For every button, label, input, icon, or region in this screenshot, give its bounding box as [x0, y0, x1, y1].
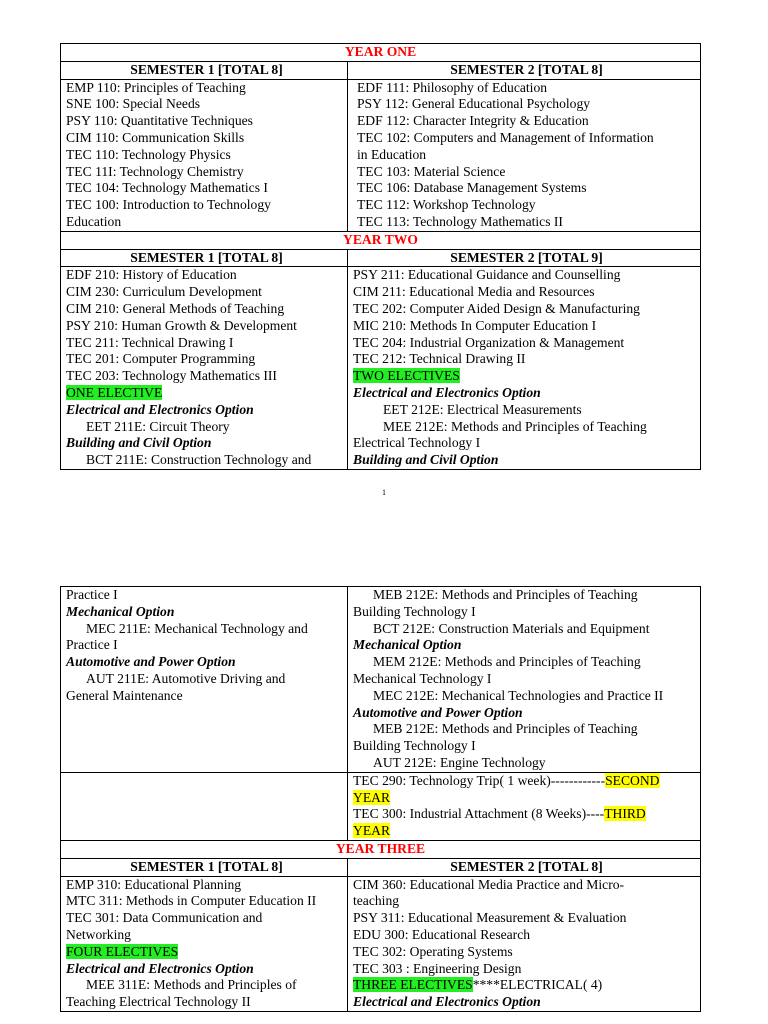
course-line: PSY 311: Educational Measurement & Evaluation — [353, 910, 627, 926]
year-two-semester-headers — [61, 249, 701, 267]
y2-semester-2-heading: SEMESTER 2 [TOTAL 9] — [450, 249, 603, 265]
course-line: TEC 110: Technology Physics — [66, 146, 231, 162]
course-line: TEC 211: Technical Drawing I — [66, 334, 234, 350]
y3-semester-1-heading: SEMESTER 1 [TOTAL 8] — [130, 858, 283, 874]
course-line — [353, 977, 700, 994]
course-line: SNE 100: Special Needs — [66, 96, 201, 112]
elective-badge: TWO ELECTIVES — [353, 368, 460, 384]
elective-badge: ONE ELECTIVE — [66, 384, 163, 400]
course-line: TEC 112: Workshop Technology — [357, 197, 536, 213]
course-line: Practice I — [66, 637, 118, 653]
y3-semester-1-courses — [61, 876, 348, 1011]
course-line: Networking — [66, 926, 131, 942]
option-heading: Electrical and Electronics Option — [353, 384, 541, 400]
y1-semester-1-heading: SEMESTER 1 [TOTAL 8] — [130, 61, 283, 77]
option-heading: Building and Civil Option — [66, 435, 212, 451]
course-line: Mechanical Technology I — [353, 670, 492, 686]
year-one-semester-headers — [61, 61, 701, 79]
trip-text: TEC 290: Technology Trip( 1 week)------------ — [353, 772, 606, 788]
course-line: TEC 100: Introduction to Technology — [66, 197, 271, 213]
course-line: PSY 110: Quantitative Techniques — [66, 113, 253, 129]
year-three-semester-headers — [61, 858, 701, 876]
course-line — [353, 806, 700, 823]
y2-semester-2-courses — [348, 267, 701, 470]
course-line: CIM 210: General Methods of Teaching — [66, 300, 285, 316]
course-line: General Maintenance — [66, 687, 183, 703]
elective-badge: FOUR ELECTIVES — [66, 943, 179, 959]
course-line: EET 212E: Electrical Measurements — [383, 401, 582, 417]
course-line: MEE 212E: Methods and Principles of Teaching — [383, 418, 647, 434]
course-line: AUT 211E: Automotive Driving and — [86, 670, 286, 686]
attachment-year-highlight: YEAR — [353, 823, 391, 839]
y1-semester-2-courses — [348, 79, 701, 231]
course-line: EDU 300: Educational Research — [353, 926, 531, 942]
course-line: MIC 210: Methods In Computer Education I — [353, 317, 597, 333]
course-line: TEC 106: Database Management Systems — [357, 180, 587, 196]
trip-year-highlight: SECOND — [605, 772, 660, 788]
course-line: TEC 102: Computers and Management of Information — [357, 129, 654, 145]
year-one-row — [61, 44, 701, 62]
attachment-text: TEC 300: Industrial Attachment (8 Weeks)---- — [353, 806, 605, 822]
course-line: TEC 204: Industrial Organization & Management — [353, 334, 625, 350]
y1-semester-2-heading: SEMESTER 2 [TOTAL 8] — [450, 61, 603, 77]
course-line: MEC 211E: Mechanical Technology and — [86, 620, 308, 636]
elective-tail: ****ELECTRICAL( 4) — [472, 977, 603, 993]
course-line: MEB 212E: Methods and Principles of Teaching — [373, 587, 638, 602]
course-line: CIM 211: Educational Media and Resources — [353, 284, 595, 300]
option-heading: Electrical and Electronics Option — [66, 401, 254, 417]
course-line: TEC 113: Technology Mathematics II — [357, 213, 563, 229]
course-line: TEC 103: Material Science — [357, 163, 506, 179]
option-heading: Building and Civil Option — [353, 452, 499, 468]
option-heading: Electrical and Electronics Option — [66, 960, 254, 976]
y2-semester-1-courses — [61, 267, 348, 470]
course-line: EDF 111: Philosophy of Education — [357, 79, 548, 95]
course-line: Practice I — [66, 587, 118, 602]
curriculum-table-page-2 — [60, 586, 701, 1012]
course-line: EMP 110: Principles of Teaching — [66, 79, 246, 95]
course-line: BCT 211E: Construction Technology and — [86, 452, 312, 468]
y3-semester-2-courses — [348, 876, 701, 1011]
option-heading: Electrical and Electronics Option — [353, 994, 541, 1010]
year-two-row — [61, 231, 701, 249]
option-heading: Automotive and Power Option — [353, 704, 523, 720]
course-line: TEC 104: Technology Mathematics I — [66, 180, 268, 196]
year-one-courses — [61, 79, 701, 231]
course-line: MEM 212E: Methods and Principles of Teaching — [373, 654, 641, 670]
left-continued-electives — [61, 587, 348, 773]
y2-semester-1-heading: SEMESTER 1 [TOTAL 8] — [130, 249, 283, 265]
course-line: TEC 301: Data Communication and — [66, 910, 263, 926]
course-line: Education — [66, 213, 122, 229]
course-line: MTC 311: Methods in Computer Education II — [66, 893, 317, 909]
course-line: MEC 212E: Mechanical Technologies and Practice II — [373, 687, 664, 703]
year-three-heading: YEAR THREE — [335, 840, 426, 856]
year-three-row — [61, 840, 701, 858]
year-one-heading: YEAR ONE — [344, 44, 417, 59]
course-line: TEC 202: Computer Aided Design & Manufacturing — [353, 300, 640, 316]
course-line: teaching — [353, 893, 400, 909]
option-heading: Mechanical Option — [66, 603, 175, 619]
trip-year-highlight: YEAR — [353, 789, 391, 805]
option-heading: Automotive and Power Option — [66, 654, 236, 670]
course-line: BCT 212E: Construction Materials and Equipment — [373, 620, 650, 636]
right-continued-electives — [348, 587, 701, 773]
course-line: TEC 303 : Engineering Design — [353, 960, 522, 976]
course-line: EMP 310: Educational Planning — [66, 876, 242, 892]
year-three-courses — [61, 876, 701, 1011]
course-line: EDF 112: Character Integrity & Education — [357, 113, 589, 129]
y1-semester-1-courses — [61, 79, 348, 231]
course-line: Building Technology I — [353, 603, 476, 619]
course-line: TEC 212: Technical Drawing II — [353, 351, 526, 367]
year-two-heading: YEAR TWO — [343, 231, 418, 247]
y3-semester-2-heading: SEMESTER 2 [TOTAL 8] — [450, 858, 603, 874]
page-number: 1 — [382, 488, 386, 497]
trip-attachment-cell — [348, 772, 701, 840]
course-line: AUT 212E: Engine Technology — [373, 754, 546, 770]
course-line: MEE 311E: Methods and Principles of — [86, 977, 297, 993]
option-heading: Mechanical Option — [353, 637, 462, 653]
year-two-courses — [61, 267, 701, 470]
elective-badge: THREE ELECTIVES — [353, 977, 473, 993]
course-line: TEC 201: Computer Programming — [66, 351, 256, 367]
course-line: in Education — [357, 146, 427, 162]
course-line: PSY 112: General Educational Psychology — [357, 96, 591, 112]
course-line: PSY 211: Educational Guidance and Counselling — [353, 267, 621, 283]
course-line: TEC 203: Technology Mathematics III — [66, 368, 277, 384]
course-line: Electrical Technology I — [353, 435, 481, 451]
course-line: MEB 212E: Methods and Principles of Teaching — [373, 721, 638, 737]
attachment-year-highlight: THIRD — [604, 806, 646, 822]
course-line: TEC 302: Operating Systems — [353, 943, 513, 959]
continued-electives-row — [61, 587, 701, 773]
course-line: EDF 210: History of Education — [66, 267, 237, 283]
course-line: CIM 110: Communication Skills — [66, 129, 245, 145]
course-line: Building Technology I — [353, 738, 476, 754]
curriculum-table-page-1 — [60, 43, 701, 470]
trip-attachment-row — [61, 772, 701, 840]
course-line — [353, 773, 700, 790]
course-line: Teaching Electrical Technology II — [66, 994, 251, 1010]
course-line: TEC 11I: Technology Chemistry — [66, 163, 244, 179]
course-line: PSY 210: Human Growth & Development — [66, 317, 297, 333]
course-line: EET 211E: Circuit Theory — [86, 418, 230, 434]
course-line: CIM 360: Educational Media Practice and Micro- — [353, 876, 625, 892]
course-line: CIM 230: Curriculum Development — [66, 284, 262, 300]
